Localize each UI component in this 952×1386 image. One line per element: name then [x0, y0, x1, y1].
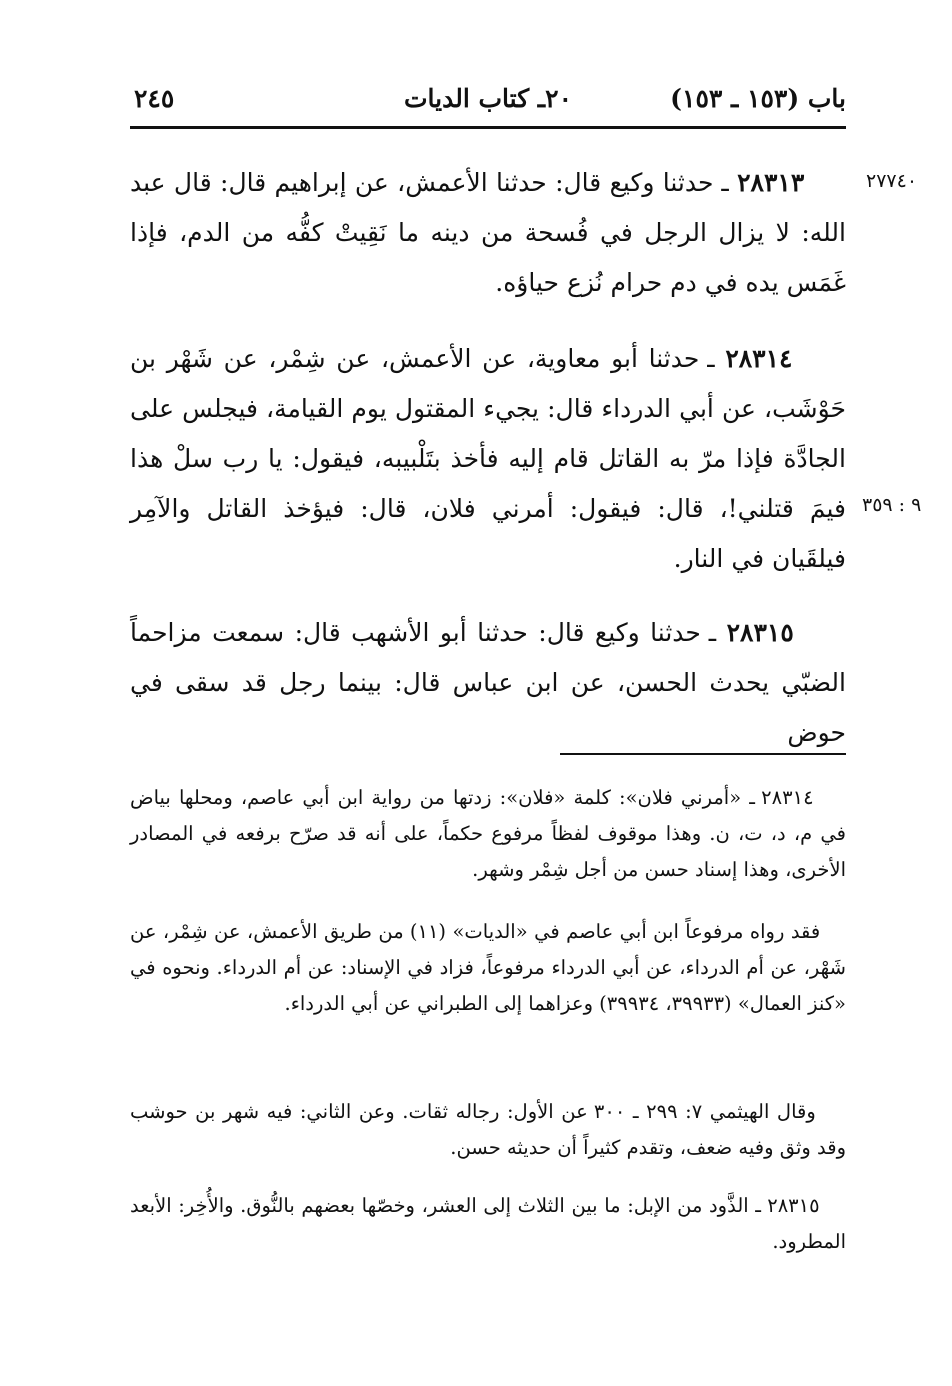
- hadith-28314: [130, 334, 846, 584]
- hadith-number: ٢٨٣١٥: [726, 618, 794, 647]
- hadith-text: ـ حدثنا أبو معاوية، عن الأعمش، عن شِمْر، عن شَهْر بن حَوْشَب، عن أبي الدرداء قال: يجيء المقتول يوم القيامة، فيجلس على الجادَّة فإذا مرّ به القاتل قام إليه فأخذ بتَلْبيبه، فيقول: يا رب سلْ هذا فيمَ قتلني!، قال: فيقول: أمرني فلان، قال: فيؤخذ القاتل والآمِر فيلقَيان في النار.: [130, 344, 846, 573]
- chapter-heading: باب (١٥٣ ـ ١٥٣): [670, 84, 846, 113]
- margin-note-cross-reference: ٢٧٧٤٠: [866, 170, 918, 192]
- header-rule: [130, 126, 846, 129]
- footnote-separator: [560, 753, 846, 755]
- footnote-text: وقال الهيثمي ٧: ٢٩٩ ـ ٣٠٠ عن الأول: رجاله ثقات. وعن الثاني: فيه شهر بن حوشب وقد وثق وفيه ضعف، وتقدم كثيراً أن حديثه حسن.: [130, 1100, 846, 1159]
- footnote-28314: [130, 780, 846, 888]
- footnote-haythami: [130, 1094, 846, 1166]
- book-title: ٢٠ـ كتاب الديات: [404, 84, 572, 113]
- footnote-text: ٢٨٣١٤ ـ «أمرني فلان»: كلمة «فلان»: زدتها من رواية ابن أبي عاصم، ومحلها بياض في م، د، ت، ن. وهذا موقوف لفظاً مرفوع حكماً، على أنه قد صرّح برفعه في المصادر الأخرى، وهذا إسناد حسن من أجل شِمْر وشهر.: [130, 786, 846, 881]
- footnote-28314-continued: [130, 914, 846, 1022]
- footnote-28315: [130, 1188, 846, 1260]
- page-number: ٢٤٥: [134, 84, 175, 113]
- footnote-text: فقد رواه مرفوعاً ابن أبي عاصم في «الديات» (١١) من طريق الأعمش، عن شِمْر، عن شَهْر، عن أم الدرداء، عن أبي الدرداء مرفوعاً، فزاد في الإسناد: عن أم الدرداء. ونحوه في «كنز العمال» (٣٩٩٣٣، ٣٩٩٣٤) وعزاهما إلى الطبراني عن أبي الدرداء.: [130, 920, 846, 1015]
- hadith-number: ٢٨٣١٣: [737, 168, 805, 197]
- footnote-text: ٢٨٣١٥ ـ الذَّود من الإبل: ما بين الثلاث إلى العشر، وخصّها بعضهم بالنُّوق. والأُخِر: الأبعد المطرود.: [130, 1194, 846, 1253]
- hadith-28315: [130, 608, 846, 758]
- hadith-text: ـ حدثنا وكيع قال: حدثنا الأعمش، عن إبراهيم قال: قال عبد الله: لا يزال الرجل في فُسحة من دينه ما نَقِيتْ كفُّه من الدم، فإذا غَمَس يده في دم حرام نُزع حياؤه.: [130, 168, 846, 297]
- running-header: [130, 78, 846, 128]
- margin-note-volume-page: ٩ : ٣٥٩: [862, 494, 922, 516]
- hadith-28313: [130, 158, 846, 308]
- hadith-text: ـ حدثنا وكيع قال: حدثنا أبو الأشهب قال: سمعت مزاحماً الضبّي يحدث الحسن، عن ابن عباس قال: بينما رجل قد سقى في حوض: [130, 618, 846, 747]
- hadith-number: ٢٨٣١٤: [725, 344, 793, 373]
